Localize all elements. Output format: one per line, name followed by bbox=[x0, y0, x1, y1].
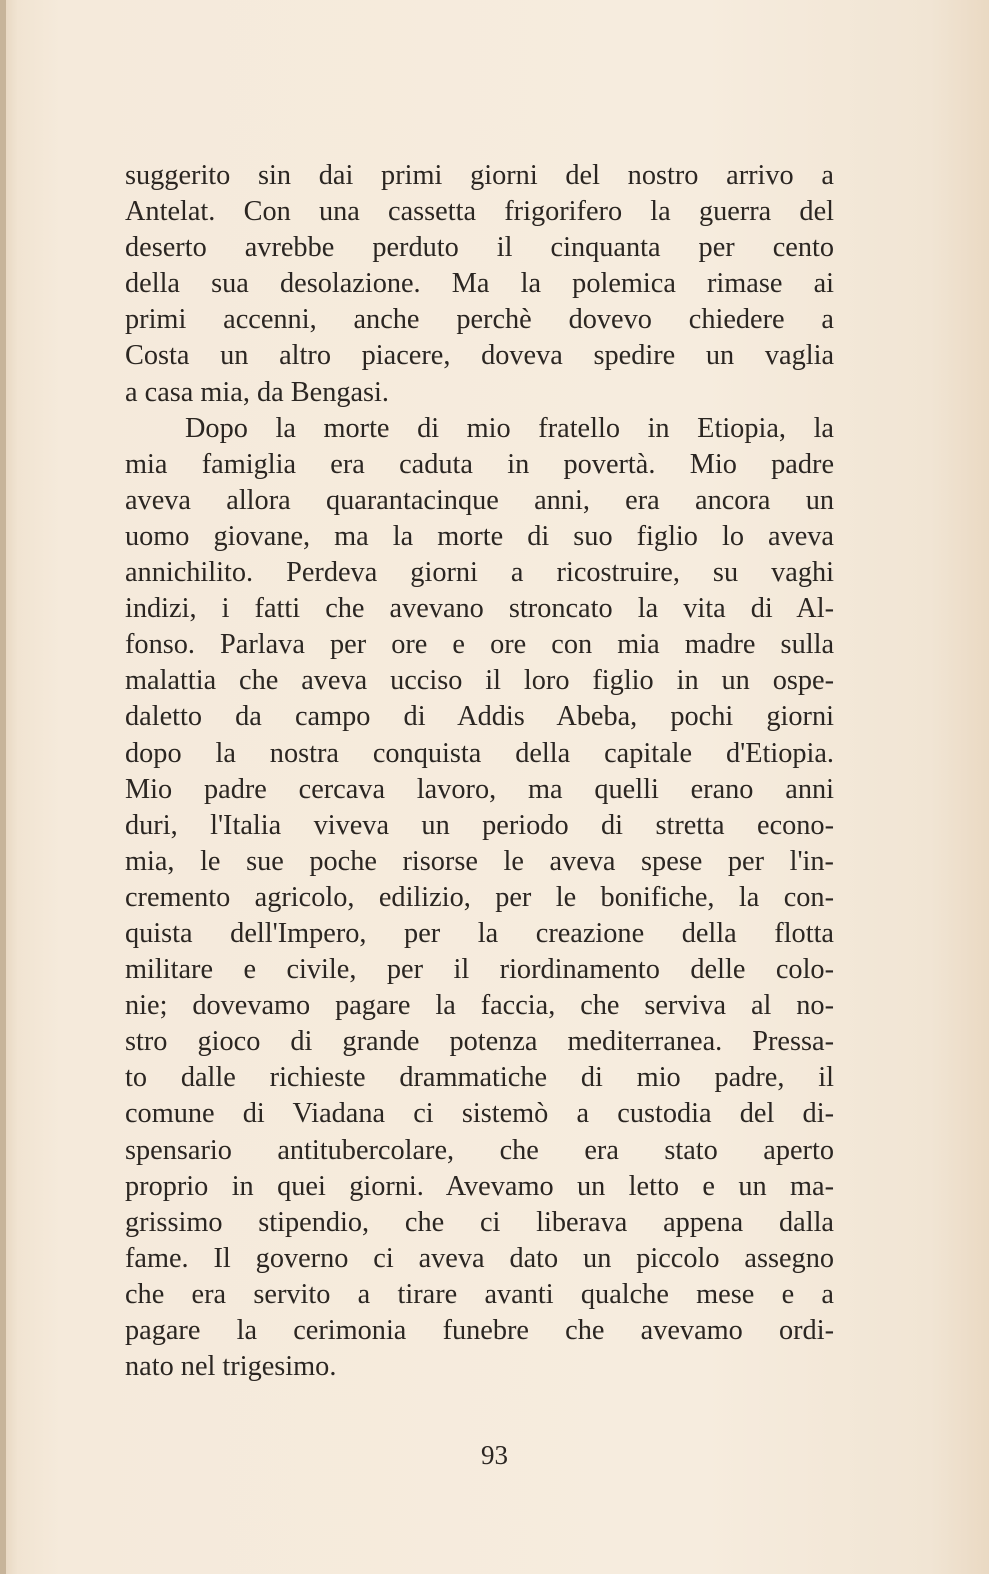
text-line: annichilito. Perdeva giorni a ricostruire, su vaghi bbox=[125, 557, 834, 589]
text-line: pagare la cerimonia funebre che avevamo ordi- bbox=[125, 1315, 834, 1346]
text-line: malattia che aveva ucciso il loro figlio in un ospe- bbox=[125, 665, 834, 697]
text-line: fonso. Parlava per ore e ore con mia madre sulla bbox=[125, 629, 834, 661]
text-line: proprio in quei giorni. Avevamo un letto e un ma- bbox=[125, 1170, 834, 1202]
text-line: mia, le sue poche risorse le aveva spese per l'in- bbox=[125, 845, 834, 877]
text-line: spensario antitubercolare, che era stato aperto bbox=[125, 1134, 834, 1166]
text-line: daletto da campo di Addis Abeba, pochi giorni bbox=[125, 701, 834, 733]
text-line: che era servito a tirare avanti qualche mese e a bbox=[125, 1278, 834, 1310]
text-line: dopo la nostra conquista della capitale d'Etiopia. bbox=[125, 737, 834, 769]
text-line: comune di Viadana ci sistemò a custodia del di- bbox=[125, 1098, 834, 1130]
text-line: nie; dovevamo pagare la faccia, che serviva al no- bbox=[125, 990, 834, 1022]
text-line: della sua desolazione. Ma la polemica rimase ai bbox=[125, 268, 834, 300]
text-line: to dalle richieste drammatiche di mio padre, il bbox=[125, 1062, 834, 1094]
text-line: aveva allora quarantacinque anni, era ancora un bbox=[125, 484, 834, 516]
text-line: Dopo la morte di mio fratello in Etiopia, la bbox=[185, 412, 834, 444]
text-line: Mio padre cercava lavoro, ma quelli erano anni bbox=[125, 773, 834, 805]
text-line: stro gioco di grande potenza mediterranea. Pressa- bbox=[125, 1026, 834, 1058]
text-line: Costa un altro piacere, doveva spedire un vaglia bbox=[125, 340, 834, 372]
text-line: quista dell'Impero, per la creazione della flotta bbox=[125, 917, 834, 949]
body-text bbox=[125, 158, 834, 1385]
text-line: Antelat. Con una cassetta frigorifero la guerra del bbox=[125, 196, 834, 228]
text-line: nato nel trigesimo. bbox=[125, 1351, 337, 1383]
text-line: militare e civile, per il riordinamento delle colo- bbox=[125, 954, 834, 986]
text-line: cremento agricolo, edilizio, per le bonifiche, la con- bbox=[125, 881, 834, 913]
text-line: fame. Il governo ci aveva dato un piccolo assegno bbox=[125, 1242, 834, 1274]
text-line: duri, l'Italia viveva un periodo di stretta econo- bbox=[125, 809, 834, 841]
text-line: primi accenni, anche perchè dovevo chiedere a bbox=[125, 304, 834, 336]
text-line: grissimo stipendio, che ci liberava appena dalla bbox=[125, 1206, 834, 1238]
text-line: mia famiglia era caduta in povertà. Mio padre bbox=[125, 448, 834, 480]
text-line: suggerito sin dai primi giorni del nostro arrivo a bbox=[125, 160, 834, 191]
text-line: a casa mia, da Bengasi. bbox=[125, 376, 389, 408]
page-number: 93 bbox=[481, 1440, 508, 1470]
text-line: uomo giovane, ma la morte di suo figlio lo aveva bbox=[125, 520, 834, 552]
text-line: deserto avrebbe perduto il cinquanta per cento bbox=[125, 232, 834, 264]
text-line: indizi, i fatti che avevano stroncato la vita di Al- bbox=[125, 593, 834, 625]
